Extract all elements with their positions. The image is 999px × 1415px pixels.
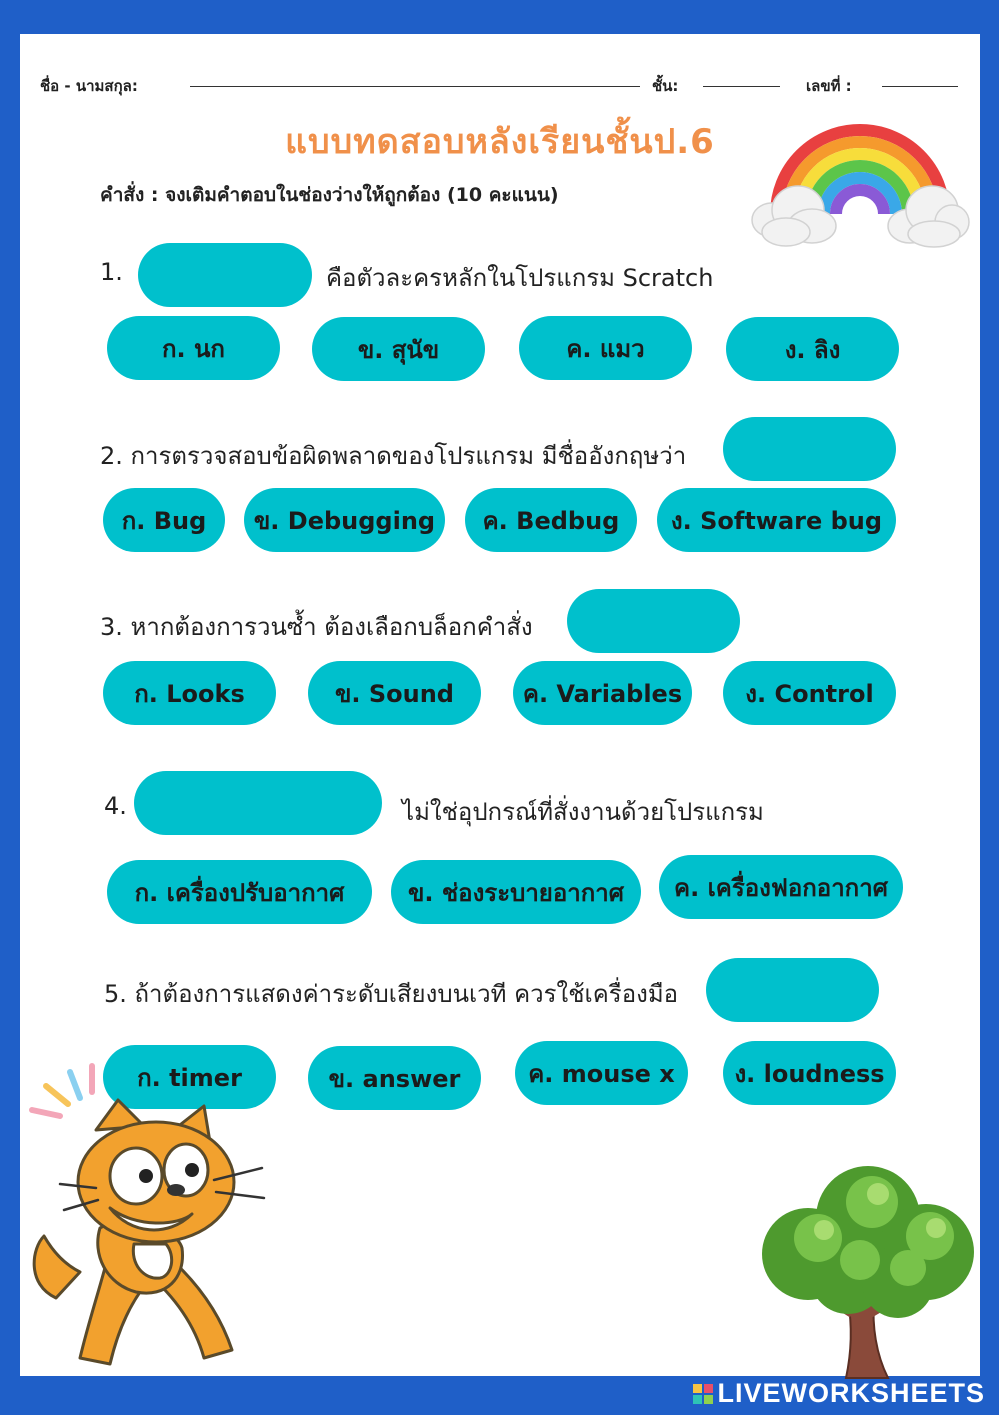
question-2-text: 2. การตรวจสอบข้อผิดพลาดของโปรแกรม มีชื่ออังกฤษว่า — [100, 442, 687, 470]
rainbow-illustration — [750, 108, 970, 250]
question-1-number: 1. — [100, 258, 123, 286]
question-1-option-b[interactable]: ข. สุนัข — [312, 317, 485, 381]
question-1-option-d[interactable]: ง. ลิง — [726, 317, 899, 381]
question-2-option-a[interactable]: ก. Bug — [103, 488, 225, 552]
question-5-option-d[interactable]: ง. loudness — [723, 1041, 896, 1105]
question-4-option-a[interactable]: ก. เครื่องปรับอากาศ — [107, 860, 372, 924]
question-2-option-d[interactable]: ง. Software bug — [657, 488, 896, 552]
class-line — [703, 86, 780, 87]
question-3-option-a[interactable]: ก. Looks — [103, 661, 276, 725]
question-4-text: ไม่ใช่อุปกรณ์ที่สั่งงานด้วยโปรแกรม — [402, 798, 764, 826]
question-2-option-b[interactable]: ข. Debugging — [244, 488, 445, 552]
question-3-answer-box[interactable] — [567, 589, 740, 653]
question-5-text: 5. ถ้าต้องการแสดงค่าระดับเสียงบนเวที ควรใช้เครื่องมือ — [104, 980, 679, 1008]
number-line — [882, 86, 958, 87]
question-3-option-b[interactable]: ข. Sound — [308, 661, 481, 725]
name-line — [190, 86, 640, 87]
class-label: ชั้น: — [652, 77, 679, 95]
question-4-option-c[interactable]: ค. เครื่องฟอกอากาศ — [659, 855, 903, 919]
worksheet-title: แบบทดสอบหลังเรียนชั้นป.6 — [285, 122, 715, 162]
question-3-option-d[interactable]: ง. Control — [723, 661, 896, 725]
question-5-option-b[interactable]: ข. answer — [308, 1046, 481, 1110]
question-5-option-a[interactable]: ก. timer — [103, 1045, 276, 1109]
liveworksheets-brand: LIVEWORKSHEETS — [717, 1378, 985, 1408]
number-label: เลขที่ : — [806, 77, 852, 95]
question-1-text: คือตัวละครหลักในโปรแกรม Scratch — [326, 264, 714, 292]
scratch-cat-illustration — [26, 1058, 296, 1380]
question-2-answer-box[interactable] — [723, 417, 896, 481]
question-1-option-a[interactable]: ก. นก — [107, 316, 280, 380]
instruction-text: คำสั่ง : จงเติมคำตอบในช่องว่างให้ถูกต้อง (10 คะแนน) — [100, 184, 559, 206]
question-4-answer-box[interactable] — [134, 771, 382, 835]
liveworksheets-logo-icon — [693, 1384, 713, 1404]
question-4-option-b[interactable]: ข. ช่องระบายอากาศ — [391, 860, 641, 924]
question-1-answer-box[interactable] — [138, 243, 312, 307]
name-label: ชื่อ - นามสกุล: — [40, 77, 138, 95]
liveworksheets-footer — [693, 1378, 985, 1409]
tree-illustration — [748, 1164, 984, 1380]
question-2-option-c[interactable]: ค. Bedbug — [465, 488, 637, 552]
question-5-answer-box[interactable] — [706, 958, 879, 1022]
question-5-option-c[interactable]: ค. mouse x — [515, 1041, 688, 1105]
question-3-option-c[interactable]: ค. Variables — [513, 661, 692, 725]
question-3-text: 3. หากต้องการวนซ้ำ ต้องเลือกบล็อกคำสั่ง — [100, 613, 533, 641]
question-1-option-c[interactable]: ค. แมว — [519, 316, 692, 380]
question-4-number: 4. — [104, 792, 127, 820]
